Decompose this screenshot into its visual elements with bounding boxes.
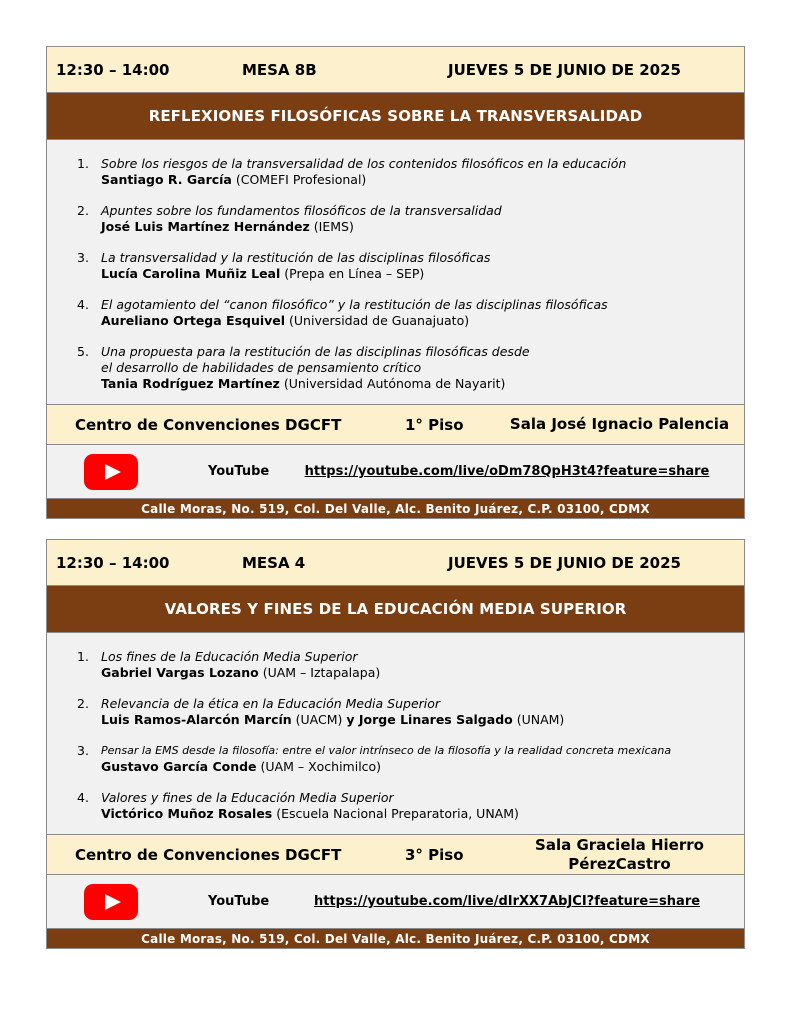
item-number: 1. <box>77 156 89 171</box>
presentation-author: Lucía Carolina Muñiz Leal <box>101 266 281 281</box>
list-item <box>77 743 734 775</box>
presentation-author: Aureliano Ortega Esquivel <box>101 313 286 328</box>
session-title: REFLEXIONES FILOSÓFICAS SOBRE LA TRANSVERSALIDAD <box>47 93 744 139</box>
presentation-author: Gustavo García Conde <box>101 759 257 774</box>
presentation-coauthor-affiliation: (UNAM) <box>512 712 565 727</box>
item-number: 1. <box>77 649 89 664</box>
youtube-row <box>47 445 744 499</box>
venue-room: Sala José Ignacio Palencia <box>509 415 730 433</box>
venue-floor: 3° Piso <box>405 845 464 864</box>
session-title: VALORES Y FINES DE LA EDUCACIÓN MEDIA SUPERIOR <box>47 586 744 632</box>
presentation-title: Sobre los riesgos de la transversalidad de los contenidos filosóficos en la educación <box>101 156 627 171</box>
list-item <box>77 250 734 282</box>
youtube-logo-icon[interactable] <box>84 454 138 490</box>
venue-room-line-2: PérezCastro <box>568 854 671 873</box>
youtube-row <box>47 875 744 929</box>
session-header <box>47 47 744 93</box>
presentation-author: Tania Rodríguez Martínez <box>101 376 280 391</box>
presentation-title: Los fines de la Educación Media Superior <box>101 649 358 664</box>
presentation-author: Victórico Muñoz Rosales <box>101 806 273 821</box>
presentation-title: Pensar la EMS desde la filosofía: entre el valor intrínseco de la filosofía y la realidad concreta mexicana <box>101 744 672 757</box>
venue-room <box>495 836 744 874</box>
venue-room-line-1: Sala Graciela Hierro <box>535 835 704 854</box>
youtube-logo-icon[interactable] <box>84 884 138 920</box>
presentation-affiliation: (UACM) <box>291 712 347 727</box>
presentation-author: José Luis Martínez Hernández <box>101 219 310 234</box>
session-mesa: MESA 4 <box>242 553 306 572</box>
presentation-affiliation: (Prepa en Línea – SEP) <box>280 266 425 281</box>
list-item <box>77 790 734 822</box>
venue-name: Centro de Convenciones DGCFT <box>75 845 342 864</box>
venue-name: Centro de Convenciones DGCFT <box>75 415 342 434</box>
presentation-coauthor: y Jorge Linares Salgado <box>346 712 513 727</box>
presentation-affiliation: (IEMS) <box>309 219 354 234</box>
session-mesa: MESA 8B <box>242 60 317 79</box>
presentation-title-line-2: el desarrollo de habilidades de pensamiento crítico <box>101 360 422 375</box>
presentations-list <box>47 139 744 405</box>
session-date: JUEVES 5 DE JUNIO DE 2025 <box>447 60 681 79</box>
item-number: 3. <box>77 743 89 758</box>
item-number: 5. <box>77 344 89 359</box>
session-header <box>47 540 744 586</box>
youtube-label: YouTube <box>208 894 270 909</box>
presentation-title: Valores y fines de la Educación Media Superior <box>101 790 394 805</box>
item-number: 2. <box>77 696 89 711</box>
youtube-stream-link[interactable]: https://youtube.com/live/dIrXX7AbJCI?feature=share <box>313 894 701 909</box>
list-item <box>77 156 734 188</box>
list-item <box>77 696 734 728</box>
session-date: JUEVES 5 DE JUNIO DE 2025 <box>447 553 681 572</box>
presentations-list <box>47 632 744 835</box>
venue-floor: 1° Piso <box>405 415 464 434</box>
list-item <box>77 344 734 392</box>
session-card-mesa-8b <box>46 46 745 519</box>
list-item <box>77 649 734 681</box>
presentation-title: Una propuesta para la restitución de las disciplinas filosóficas desde <box>101 344 530 359</box>
session-card-mesa-4 <box>46 539 745 949</box>
presentation-author: Luis Ramos-Alarcón Marcín <box>101 712 292 727</box>
presentation-title: El agotamiento del “canon filosófico” y la restitución de las disciplinas filosóficas <box>101 297 608 312</box>
presentation-affiliation: (UAM – Xochimilco) <box>256 759 382 774</box>
presentation-author: Santiago R. García <box>101 172 232 187</box>
session-time: 12:30 – 14:00 <box>56 60 170 79</box>
item-number: 4. <box>77 297 89 312</box>
presentation-affiliation: (Escuela Nacional Preparatoria, UNAM) <box>272 806 519 821</box>
item-number: 2. <box>77 203 89 218</box>
presentation-affiliation: (COMEFI Profesional) <box>231 172 367 187</box>
presentation-title: Relevancia de la ética en la Educación Media Superior <box>101 696 441 711</box>
venue-row <box>47 835 744 875</box>
youtube-label: YouTube <box>208 464 270 479</box>
session-time: 12:30 – 14:00 <box>56 553 170 572</box>
presentation-author: Gabriel Vargas Lozano <box>101 665 259 680</box>
presentation-title: La transversalidad y la restitución de las disciplinas filosóficas <box>101 250 491 265</box>
item-number: 3. <box>77 250 89 265</box>
list-item <box>77 203 734 235</box>
venue-address: Calle Moras, No. 519, Col. Del Valle, Alc. Benito Juárez, C.P. 03100, CDMX <box>47 499 744 518</box>
presentation-affiliation: (Universidad Autónoma de Nayarit) <box>279 376 506 391</box>
item-number: 4. <box>77 790 89 805</box>
presentation-title: Apuntes sobre los fundamentos filosóficos de la transversalidad <box>101 203 502 218</box>
venue-address: Calle Moras, No. 519, Col. Del Valle, Alc. Benito Juárez, C.P. 03100, CDMX <box>47 929 744 948</box>
venue-row <box>47 405 744 445</box>
presentation-affiliation: (UAM – Iztapalapa) <box>258 665 381 680</box>
youtube-stream-link[interactable]: https://youtube.com/live/oDm78QpH3t4?feature=share <box>304 464 710 479</box>
list-item <box>77 297 734 329</box>
presentation-affiliation: (Universidad de Guanajuato) <box>285 313 470 328</box>
